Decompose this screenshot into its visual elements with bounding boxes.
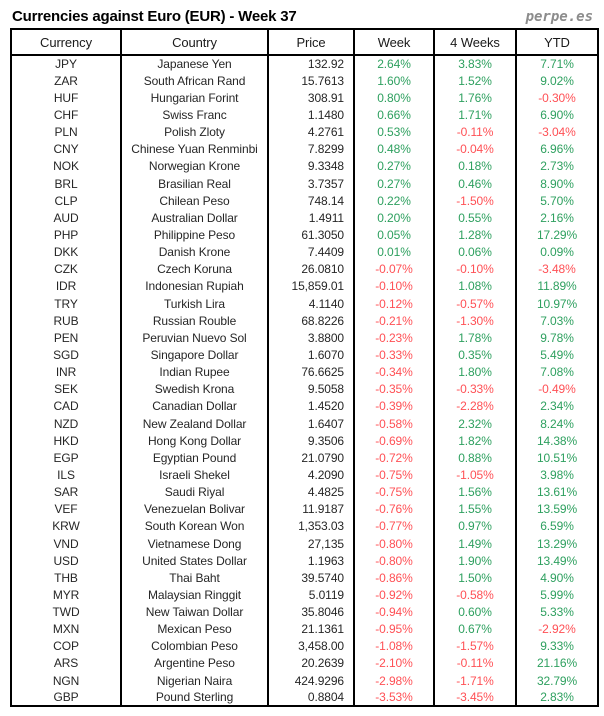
week-change: 0.22% [354, 192, 434, 209]
country-name: New Taiwan Dollar [121, 604, 268, 621]
currency-table [10, 28, 599, 707]
week-change: -0.69% [354, 432, 434, 449]
col-header-ytd: YTD [516, 29, 598, 55]
ytd-change: 14.38% [516, 432, 598, 449]
country-name: Polish Zloty [121, 124, 268, 141]
currency-code: DKK [53, 245, 79, 260]
table-row [11, 278, 598, 295]
currency-code: RUB [53, 313, 79, 328]
country-name: Canadian Dollar [121, 398, 268, 415]
ytd-change: -3.48% [516, 261, 598, 278]
week-change: -0.10% [354, 278, 434, 295]
ytd-change: 10.97% [516, 295, 598, 312]
four-weeks-change: 1.55% [434, 501, 516, 518]
week-change: -0.80% [354, 552, 434, 569]
price-value: 1.6407 [268, 415, 354, 432]
four-weeks-change: 0.06% [434, 244, 516, 261]
currency-code: NGN [52, 673, 80, 688]
table-row [11, 141, 598, 158]
country-name: Brasilian Real [121, 175, 268, 192]
week-change: 0.01% [354, 244, 434, 261]
price-value: 4.1140 [268, 295, 354, 312]
price-value: 26.0810 [268, 261, 354, 278]
price-value: 20.2639 [268, 655, 354, 672]
four-weeks-change: 0.35% [434, 346, 516, 363]
four-weeks-change: -0.04% [434, 141, 516, 158]
ytd-change: 13.49% [516, 552, 598, 569]
price-value: 9.3348 [268, 158, 354, 175]
table-row [11, 175, 598, 192]
price-value: 1,353.03 [268, 518, 354, 535]
ytd-change: 6.90% [516, 106, 598, 123]
table-row [11, 89, 598, 106]
four-weeks-change: -1.57% [434, 638, 516, 655]
four-weeks-change: 0.67% [434, 621, 516, 638]
currency-code: VEF [54, 502, 78, 517]
ytd-change: 2.34% [516, 398, 598, 415]
country-name: Philippine Peso [121, 226, 268, 243]
col-header-country: Country [121, 29, 268, 55]
four-weeks-change: 1.90% [434, 552, 516, 569]
currency-code: NZD [53, 416, 79, 431]
table-header [11, 29, 598, 55]
ytd-change: 7.08% [516, 364, 598, 381]
ytd-change: 21.16% [516, 655, 598, 672]
week-change: -0.72% [354, 449, 434, 466]
four-weeks-change: -0.58% [434, 586, 516, 603]
price-value: 1.1963 [268, 552, 354, 569]
currency-code: SAR [53, 485, 79, 500]
table-row [11, 124, 598, 141]
four-weeks-change: -2.28% [434, 398, 516, 415]
price-value: 61.3050 [268, 226, 354, 243]
table-row [11, 604, 598, 621]
four-weeks-change: 1.71% [434, 106, 516, 123]
price-value: 5.0119 [268, 586, 354, 603]
four-weeks-change: 0.88% [434, 449, 516, 466]
country-name: Saudi Riyal [121, 484, 268, 501]
country-name: Colombian Peso [121, 638, 268, 655]
four-weeks-change: -3.45% [434, 689, 516, 706]
country-name: Swedish Krona [121, 381, 268, 398]
ytd-change: 2.73% [516, 158, 598, 175]
price-value: 748.14 [268, 192, 354, 209]
ytd-change: 13.59% [516, 501, 598, 518]
four-weeks-change: 0.55% [434, 209, 516, 226]
country-name: Egyptian Pound [121, 449, 268, 466]
table-row [11, 364, 598, 381]
week-change: -0.94% [354, 604, 434, 621]
country-name: Czech Koruna [121, 261, 268, 278]
price-value: 308.91 [268, 89, 354, 106]
ytd-change: 9.02% [516, 72, 598, 89]
ytd-change: 11.89% [516, 278, 598, 295]
col-header-4weeks: 4 Weeks [434, 29, 516, 55]
country-name: Danish Krone [121, 244, 268, 261]
table-row [11, 244, 598, 261]
week-change: -0.34% [354, 364, 434, 381]
currency-code: ARS [53, 656, 79, 671]
four-weeks-change: -0.11% [434, 655, 516, 672]
price-value: 9.5058 [268, 381, 354, 398]
header-bar [0, 0, 604, 28]
ytd-change: 7.03% [516, 312, 598, 329]
table-row [11, 398, 598, 415]
four-weeks-change: 2.32% [434, 415, 516, 432]
currency-code: SEK [54, 382, 78, 397]
price-value: 35.8046 [268, 604, 354, 621]
ytd-change: 9.78% [516, 329, 598, 346]
header-row [11, 29, 598, 55]
currency-code: PLN [54, 125, 78, 140]
table-row [11, 106, 598, 123]
ytd-change: 4.90% [516, 569, 598, 586]
currency-code: CHF [53, 107, 79, 122]
table-row [11, 295, 598, 312]
country-name: Nigerian Naira [121, 672, 268, 689]
price-value: 21.0790 [268, 449, 354, 466]
price-value: 3,458.00 [268, 638, 354, 655]
currency-code: HKD [53, 433, 79, 448]
table-row [11, 381, 598, 398]
country-name: Hungarian Forint [121, 89, 268, 106]
week-change: -0.35% [354, 381, 434, 398]
price-value: 21.1361 [268, 621, 354, 638]
table-row [11, 158, 598, 175]
ytd-change: 2.16% [516, 209, 598, 226]
country-name: Hong Kong Dollar [121, 432, 268, 449]
table-row [11, 72, 598, 89]
week-change: 0.66% [354, 106, 434, 123]
country-name: Chinese Yuan Renminbi [121, 141, 268, 158]
country-name: United States Dollar [121, 552, 268, 569]
four-weeks-change: 0.97% [434, 518, 516, 535]
ytd-change: 7.71% [516, 55, 598, 72]
ytd-change: 8.90% [516, 175, 598, 192]
week-change: 1.60% [354, 72, 434, 89]
four-weeks-change: -0.57% [434, 295, 516, 312]
currency-code: CZK [54, 262, 78, 277]
currency-code: PHP [53, 227, 79, 242]
four-weeks-change: 1.49% [434, 535, 516, 552]
week-change: 2.64% [354, 55, 434, 72]
four-weeks-change: 1.52% [434, 72, 516, 89]
currency-code: GBP [53, 690, 79, 705]
table-row [11, 449, 598, 466]
four-weeks-change: -0.33% [434, 381, 516, 398]
table-row [11, 55, 598, 72]
price-value: 76.6625 [268, 364, 354, 381]
country-name: South Korean Won [121, 518, 268, 535]
currency-code: TWD [52, 605, 80, 620]
week-change: -0.39% [354, 398, 434, 415]
country-name: Argentine Peso [121, 655, 268, 672]
brand-logo: perpe.es [525, 9, 593, 25]
currency-code: PEN [53, 330, 79, 345]
price-value: 1.4520 [268, 398, 354, 415]
week-change: -0.58% [354, 415, 434, 432]
price-value: 1.6070 [268, 346, 354, 363]
ytd-change: 8.24% [516, 415, 598, 432]
week-change: -0.75% [354, 484, 434, 501]
table-row [11, 312, 598, 329]
currency-code: MYR [52, 587, 80, 602]
col-header-currency: Currency [11, 29, 121, 55]
price-value: 9.3506 [268, 432, 354, 449]
country-name: Australian Dollar [121, 209, 268, 226]
table-body [11, 55, 598, 706]
ytd-change: 0.09% [516, 244, 598, 261]
week-change: 0.27% [354, 175, 434, 192]
currency-code: CAD [53, 399, 79, 414]
four-weeks-change: 1.82% [434, 432, 516, 449]
price-value: 4.2761 [268, 124, 354, 141]
col-header-price: Price [268, 29, 354, 55]
country-name: Chilean Peso [121, 192, 268, 209]
ytd-change: 3.98% [516, 466, 598, 483]
week-change: -0.33% [354, 346, 434, 363]
country-name: Mexican Peso [121, 621, 268, 638]
country-name: New Zealand Dollar [121, 415, 268, 432]
week-change: 0.80% [354, 89, 434, 106]
country-name: Venezuelan Bolivar [121, 501, 268, 518]
currency-code: EGP [53, 450, 79, 465]
ytd-change: 32.79% [516, 672, 598, 689]
price-value: 1.1480 [268, 106, 354, 123]
four-weeks-change: 1.28% [434, 226, 516, 243]
four-weeks-change: 1.50% [434, 569, 516, 586]
price-value: 424.9296 [268, 672, 354, 689]
week-change: -0.12% [354, 295, 434, 312]
currency-code: VND [53, 536, 79, 551]
four-weeks-change: -1.30% [434, 312, 516, 329]
price-value: 3.7357 [268, 175, 354, 192]
table-row [11, 329, 598, 346]
table-row [11, 518, 598, 535]
country-name: Indian Rupee [121, 364, 268, 381]
table-row [11, 621, 598, 638]
ytd-change: 5.49% [516, 346, 598, 363]
week-change: -0.77% [354, 518, 434, 535]
week-change: -0.75% [354, 466, 434, 483]
currency-code: AUD [53, 210, 79, 225]
four-weeks-change: -1.50% [434, 192, 516, 209]
week-change: -1.08% [354, 638, 434, 655]
currency-code: INR [55, 365, 77, 380]
week-change: 0.48% [354, 141, 434, 158]
table-row [11, 569, 598, 586]
currency-code: IDR [55, 279, 77, 294]
four-weeks-change: -1.71% [434, 672, 516, 689]
four-weeks-change: -1.05% [434, 466, 516, 483]
ytd-change: 5.99% [516, 586, 598, 603]
currency-code: HUF [53, 90, 79, 105]
currency-code: TRY [54, 296, 78, 311]
week-change: 0.05% [354, 226, 434, 243]
country-name: Israeli Shekel [121, 466, 268, 483]
country-name: Swiss Franc [121, 106, 268, 123]
table-row [11, 226, 598, 243]
country-name: Malaysian Ringgit [121, 586, 268, 603]
currency-code: COP [53, 639, 79, 654]
currency-code: SGD [53, 347, 79, 362]
week-change: -0.21% [354, 312, 434, 329]
four-weeks-change: 1.56% [434, 484, 516, 501]
four-weeks-change: 0.18% [434, 158, 516, 175]
table-row [11, 209, 598, 226]
four-weeks-change: 1.76% [434, 89, 516, 106]
country-name: Singapore Dollar [121, 346, 268, 363]
table-row [11, 261, 598, 278]
four-weeks-change: 3.83% [434, 55, 516, 72]
country-name: Norwegian Krone [121, 158, 268, 175]
ytd-change: 2.83% [516, 689, 598, 706]
currency-code: MXN [52, 622, 80, 637]
week-change: -0.23% [354, 329, 434, 346]
table-row [11, 552, 598, 569]
table-row [11, 432, 598, 449]
country-name: Vietnamese Dong [121, 535, 268, 552]
table-row [11, 415, 598, 432]
week-change: -2.98% [354, 672, 434, 689]
week-change: -0.92% [354, 586, 434, 603]
currency-code: CNY [53, 142, 79, 157]
currency-code: CLP [54, 193, 78, 208]
price-value: 4.4825 [268, 484, 354, 501]
ytd-change: -0.30% [516, 89, 598, 106]
week-change: -0.07% [354, 261, 434, 278]
currency-code: ILS [57, 467, 75, 482]
table-row [11, 346, 598, 363]
table-row [11, 672, 598, 689]
week-change: -0.95% [354, 621, 434, 638]
table-row [11, 689, 598, 706]
price-value: 68.8226 [268, 312, 354, 329]
week-change: -0.80% [354, 535, 434, 552]
price-value: 39.5740 [268, 569, 354, 586]
table-row [11, 655, 598, 672]
table-row [11, 484, 598, 501]
week-change: -3.53% [354, 689, 434, 706]
week-change: 0.20% [354, 209, 434, 226]
table-row [11, 192, 598, 209]
ytd-change: 13.61% [516, 484, 598, 501]
table-row [11, 535, 598, 552]
week-change: 0.53% [354, 124, 434, 141]
country-name: Indonesian Rupiah [121, 278, 268, 295]
ytd-change: -3.04% [516, 124, 598, 141]
table-row [11, 501, 598, 518]
price-value: 15,859.01 [268, 278, 354, 295]
ytd-change: 17.29% [516, 226, 598, 243]
currency-code: BRL [54, 176, 78, 191]
ytd-change: 5.33% [516, 604, 598, 621]
price-value: 0.8804 [268, 689, 354, 706]
price-value: 1.4911 [268, 209, 354, 226]
ytd-change: -2.92% [516, 621, 598, 638]
ytd-change: 5.70% [516, 192, 598, 209]
week-change: 0.27% [354, 158, 434, 175]
country-name: South African Rand [121, 72, 268, 89]
ytd-change: 9.33% [516, 638, 598, 655]
col-header-week: Week [354, 29, 434, 55]
ytd-change: -0.49% [516, 381, 598, 398]
week-change: -0.76% [354, 501, 434, 518]
country-name: Japanese Yen [121, 55, 268, 72]
currency-code: ZAR [54, 73, 78, 88]
ytd-change: 13.29% [516, 535, 598, 552]
price-value: 7.8299 [268, 141, 354, 158]
price-value: 15.7613 [268, 72, 354, 89]
ytd-change: 10.51% [516, 449, 598, 466]
ytd-change: 6.59% [516, 518, 598, 535]
currency-code: JPY [55, 57, 77, 72]
four-weeks-change: -0.10% [434, 261, 516, 278]
price-value: 27,135 [268, 535, 354, 552]
ytd-change: 6.96% [516, 141, 598, 158]
four-weeks-change: 1.08% [434, 278, 516, 295]
price-value: 7.4409 [268, 244, 354, 261]
page-title: Currencies against Euro (EUR) - Week 37 [12, 8, 297, 25]
currency-code: NOK [53, 159, 79, 174]
country-name: Turkish Lira [121, 295, 268, 312]
table-row [11, 586, 598, 603]
currency-code: THB [54, 570, 78, 585]
week-change: -2.10% [354, 655, 434, 672]
table-row [11, 638, 598, 655]
currency-code: USD [53, 553, 79, 568]
country-name: Thai Baht [121, 569, 268, 586]
price-value: 3.8800 [268, 329, 354, 346]
price-value: 132.92 [268, 55, 354, 72]
four-weeks-change: -0.11% [434, 124, 516, 141]
table-row [11, 466, 598, 483]
country-name: Russian Rouble [121, 312, 268, 329]
price-value: 11.9187 [268, 501, 354, 518]
four-weeks-change: 0.60% [434, 604, 516, 621]
country-name: Peruvian Nuevo Sol [121, 329, 268, 346]
currency-code: KRW [52, 519, 80, 534]
country-name: Pound Sterling [121, 689, 268, 706]
week-change: -0.86% [354, 569, 434, 586]
four-weeks-change: 0.46% [434, 175, 516, 192]
four-weeks-change: 1.78% [434, 329, 516, 346]
four-weeks-change: 1.80% [434, 364, 516, 381]
price-value: 4.2090 [268, 466, 354, 483]
